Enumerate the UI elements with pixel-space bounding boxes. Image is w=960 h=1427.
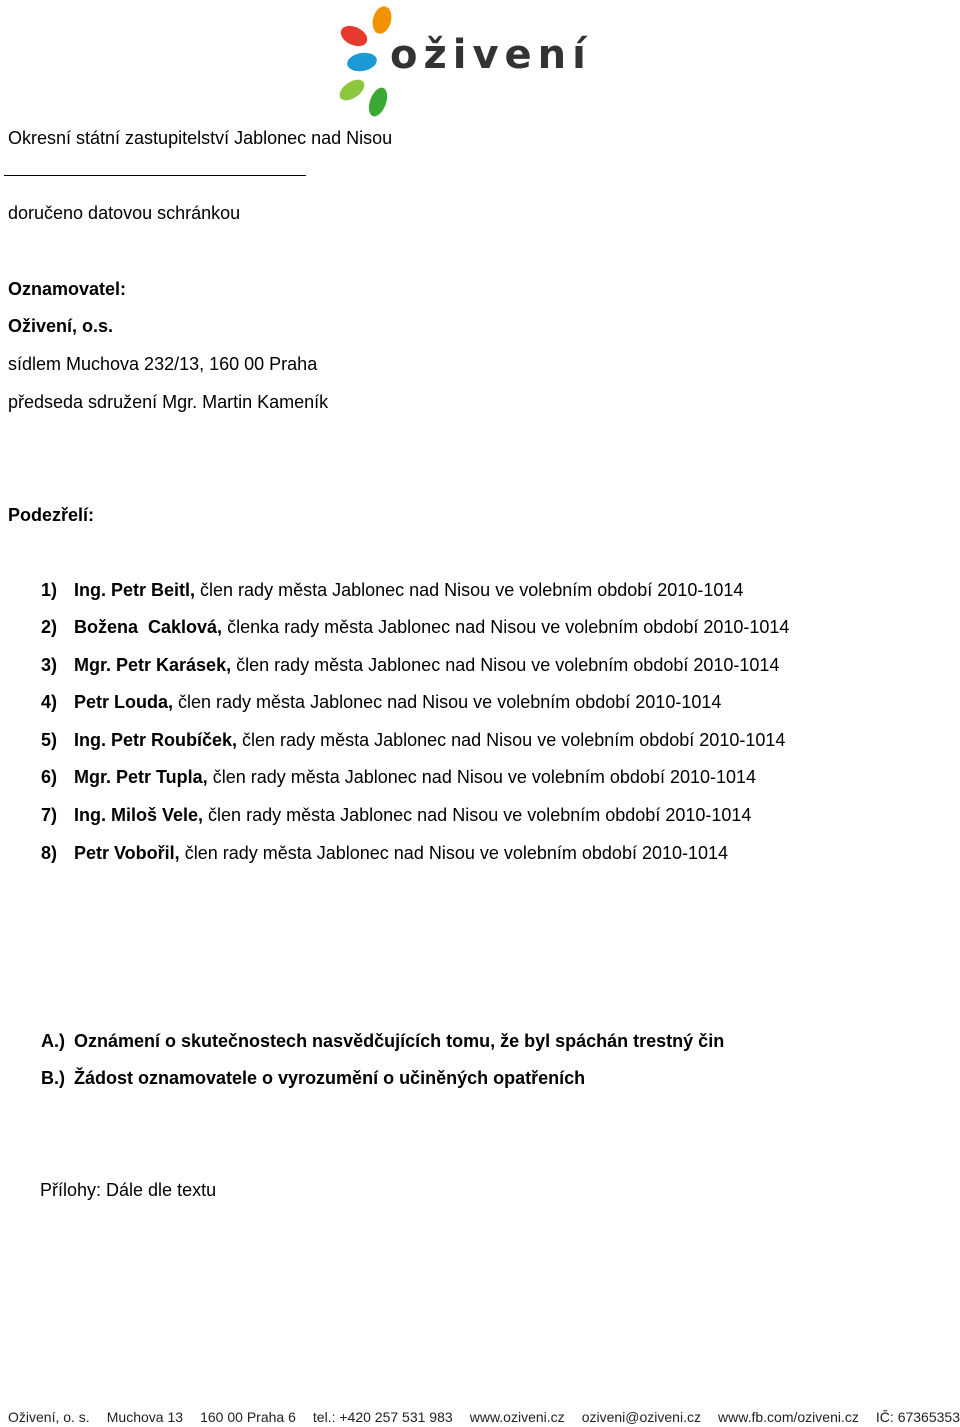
suspect-item [41,653,779,677]
suspect-name: Ing. Petr Roubíček, [74,730,238,750]
logo-wordmark: oživení [390,32,592,78]
suspect-item [41,841,728,865]
section-number: B.) [41,1068,65,1088]
suspect-number: 7) [41,805,58,825]
section-b [41,1066,585,1090]
suspect-item [41,578,743,602]
suspect-role: členka rady města Jablonec nad Nisou ve volebním období 2010-1014 [222,617,790,637]
section-title: Žádost oznamovatele o vyrozumění o učiněných opatřeních [74,1068,586,1088]
section-number: A.) [41,1031,65,1051]
suspect-number: 5) [41,730,58,750]
footer [8,1407,960,1427]
suspect-role: člen rady města Jablonec nad Nisou ve volebním období 2010-1014 [231,655,780,675]
suspect-number: 3) [41,655,58,675]
suspect-item [41,615,789,639]
divider [4,175,306,176]
suspects-heading: Podezřelí: [8,505,95,525]
recipient: Okresní státní zastupitelství Jablonec nad Nisou [8,128,393,148]
suspect-name: Božena Caklová, [74,617,223,637]
footer-street: Muchova 13 [106,1409,184,1425]
section-title: Oznámení o skutečnostech nasvědčujících tomu, že byl spáchán trestný čin [74,1031,725,1051]
delivery-note: doručeno datovou schránkou [8,203,241,223]
footer-ico: IČ: 67365353 [875,1409,960,1425]
suspect-name: Ing. Petr Beitl, [74,580,196,600]
footer-web-link[interactable]: www.oziveni.cz [469,1409,565,1425]
suspect-item [41,690,721,714]
footer-org: Oživení, o. s. [8,1409,90,1425]
suspect-name: Mgr. Petr Tupla, [74,767,208,787]
notifier-heading: Oznamovatel: [8,279,127,299]
suspect-role: člen rady města Jablonec nad Nisou ve volebním období 2010-1014 [203,805,752,825]
suspect-number: 2) [41,617,58,637]
section-a [41,1029,724,1053]
suspect-number: 1) [41,580,58,600]
oziveni-logo [332,4,592,124]
suspect-role: člen rady města Jablonec nad Nisou ve volebním období 2010-1014 [195,580,744,600]
footer-email-link[interactable]: oziveni@oziveni.cz [581,1409,701,1425]
suspect-item [41,728,785,752]
notifier-chair: předseda sdružení Mgr. Martin Kameník [8,392,329,412]
suspect-name: Ing. Miloš Vele, [74,805,204,825]
suspect-item [41,765,756,789]
suspect-number: 8) [41,843,58,863]
suspect-number: 6) [41,767,58,787]
notifier-org: Oživení, o.s. [8,316,114,336]
suspect-name: Petr Vobořil, [74,843,180,863]
attachments-note: Přílohy: Dále dle textu [40,1180,217,1200]
suspect-name: Petr Louda, [74,692,174,712]
suspect-role: člen rady města Jablonec nad Nisou ve volebním období 2010-1014 [207,767,757,787]
suspect-role: člen rady města Jablonec nad Nisou ve volebním období 2010-1014 [179,843,729,863]
suspect-role: člen rady města Jablonec nad Nisou ve volebním období 2010-1014 [237,730,786,750]
suspect-role: člen rady města Jablonec nad Nisou ve volebním období 2010-1014 [173,692,722,712]
footer-facebook-link[interactable]: www.fb.com/oziveni.cz [718,1409,859,1425]
footer-phone: tel.: +420 257 531 983 [312,1409,453,1425]
suspect-number: 4) [41,692,58,712]
suspect-name: Mgr. Petr Karásek, [74,655,232,675]
footer-city: 160 00 Praha 6 [200,1409,296,1425]
notifier-address: sídlem Muchova 232/13, 160 00 Praha [8,354,318,374]
suspect-item [41,803,751,827]
